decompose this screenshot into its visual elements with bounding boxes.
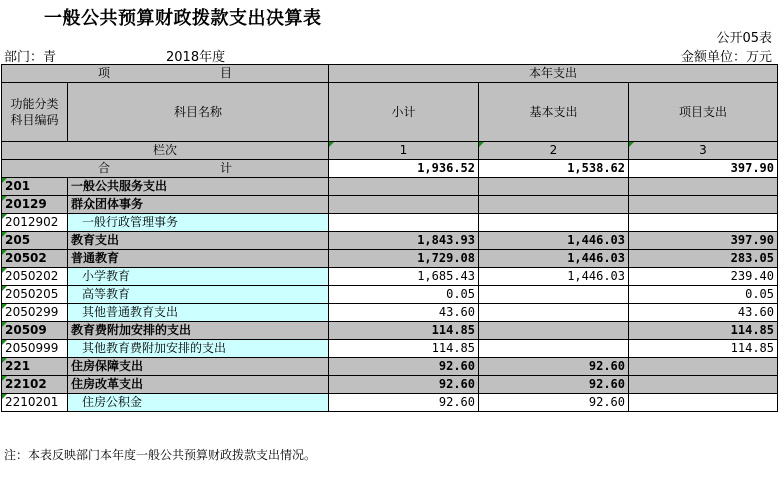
col-index-3: 3	[629, 142, 778, 160]
row-basic	[479, 322, 629, 340]
row-name: 住房保障支出	[68, 358, 329, 376]
row-basic	[479, 196, 629, 214]
expenditure-table	[1, 64, 778, 412]
table-row	[2, 214, 778, 232]
row-subtotal	[329, 196, 479, 214]
year-label: 2018年度	[166, 50, 226, 65]
column-index-row	[2, 142, 778, 160]
row-basic: 92.60	[479, 358, 629, 376]
row-subtotal: 114.85	[329, 340, 479, 358]
row-subtotal: 0.05	[329, 286, 479, 304]
row-code: 2210201	[2, 394, 68, 412]
row-project	[629, 196, 778, 214]
project-header: 项目支出	[629, 83, 778, 142]
row-code: 20509	[2, 322, 68, 340]
row-name: 高等教育	[68, 286, 329, 304]
row-basic: 92.60	[479, 394, 629, 412]
form-code: 公开05表	[716, 31, 772, 46]
row-code: 205	[2, 232, 68, 250]
table-row	[2, 250, 778, 268]
total-subtotal: 1,936.52	[329, 160, 479, 178]
row-basic	[479, 214, 629, 232]
row-basic: 1,446.03	[479, 268, 629, 286]
col-index-2: 2	[479, 142, 629, 160]
row-project: 283.05	[629, 250, 778, 268]
basic-header: 基本支出	[479, 83, 629, 142]
row-basic: 92.60	[479, 376, 629, 394]
row-basic: 1,446.03	[479, 232, 629, 250]
row-project: 0.05	[629, 286, 778, 304]
row-code: 2050202	[2, 268, 68, 286]
table-row	[2, 394, 778, 412]
row-code: 2012902	[2, 214, 68, 232]
unit-label: 金额单位：万元	[680, 50, 772, 65]
row-basic	[479, 340, 629, 358]
row-name: 其他普通教育支出	[68, 304, 329, 322]
header-row-1	[2, 65, 778, 83]
row-name: 一般公共服务支出	[68, 178, 329, 196]
col-index-1: 1	[329, 142, 479, 160]
subject-name-header: 科目名称	[68, 83, 329, 142]
row-name: 住房公积金	[68, 394, 329, 412]
row-code: 2050299	[2, 304, 68, 322]
table-row	[2, 304, 778, 322]
row-name: 教育支出	[68, 232, 329, 250]
col-index-label: 栏次	[2, 142, 329, 160]
row-subtotal	[329, 214, 479, 232]
row-project: 239.40	[629, 268, 778, 286]
row-name: 教育费附加安排的支出	[68, 322, 329, 340]
table-row	[2, 358, 778, 376]
row-subtotal: 1,843.93	[329, 232, 479, 250]
table-row	[2, 376, 778, 394]
row-name: 普通教育	[68, 250, 329, 268]
item-header: 项 目	[2, 65, 329, 83]
table-row	[2, 196, 778, 214]
row-name: 住房改革支出	[68, 376, 329, 394]
table-row	[2, 268, 778, 286]
row-project	[629, 376, 778, 394]
row-project	[629, 394, 778, 412]
total-row	[2, 160, 778, 178]
row-project: 114.85	[629, 340, 778, 358]
header-row-2	[2, 83, 778, 142]
row-basic	[479, 178, 629, 196]
row-project: 43.60	[629, 304, 778, 322]
row-code: 201	[2, 178, 68, 196]
row-project: 114.85	[629, 322, 778, 340]
row-subtotal: 43.60	[329, 304, 479, 322]
department-label: 部门：青	[4, 50, 57, 65]
row-basic	[479, 304, 629, 322]
row-code: 2050205	[2, 286, 68, 304]
func-code-header: 功能分类 科目编码	[2, 83, 68, 142]
total-basic: 1,538.62	[479, 160, 629, 178]
footnote: 注：本表反映部门本年度一般公共预算财政拨款支出情况。	[4, 448, 317, 462]
total-label: 合 计	[2, 160, 329, 178]
row-name: 小学教育	[68, 268, 329, 286]
table-row	[2, 340, 778, 358]
total-project: 397.90	[629, 160, 778, 178]
row-subtotal: 92.60	[329, 358, 479, 376]
row-name: 其他教育费附加安排的支出	[68, 340, 329, 358]
row-subtotal: 1,729.08	[329, 250, 479, 268]
row-project	[629, 178, 778, 196]
table-row	[2, 322, 778, 340]
row-code: 20129	[2, 196, 68, 214]
table-row	[2, 232, 778, 250]
row-project	[629, 358, 778, 376]
row-project: 397.90	[629, 232, 778, 250]
row-basic	[479, 286, 629, 304]
row-code: 221	[2, 358, 68, 376]
row-subtotal: 92.60	[329, 376, 479, 394]
row-subtotal	[329, 178, 479, 196]
row-code: 22102	[2, 376, 68, 394]
row-name: 群众团体事务	[68, 196, 329, 214]
row-basic: 1,446.03	[479, 250, 629, 268]
table-row	[2, 178, 778, 196]
row-code: 2050999	[2, 340, 68, 358]
page-title: 一般公共预算财政拨款支出决算表	[44, 8, 322, 29]
current-year-header: 本年支出	[329, 65, 778, 83]
row-project	[629, 214, 778, 232]
row-code: 20502	[2, 250, 68, 268]
row-subtotal: 1,685.43	[329, 268, 479, 286]
row-subtotal: 92.60	[329, 394, 479, 412]
row-name: 一般行政管理事务	[68, 214, 329, 232]
table-row	[2, 286, 778, 304]
subtotal-header: 小计	[329, 83, 479, 142]
row-subtotal: 114.85	[329, 322, 479, 340]
